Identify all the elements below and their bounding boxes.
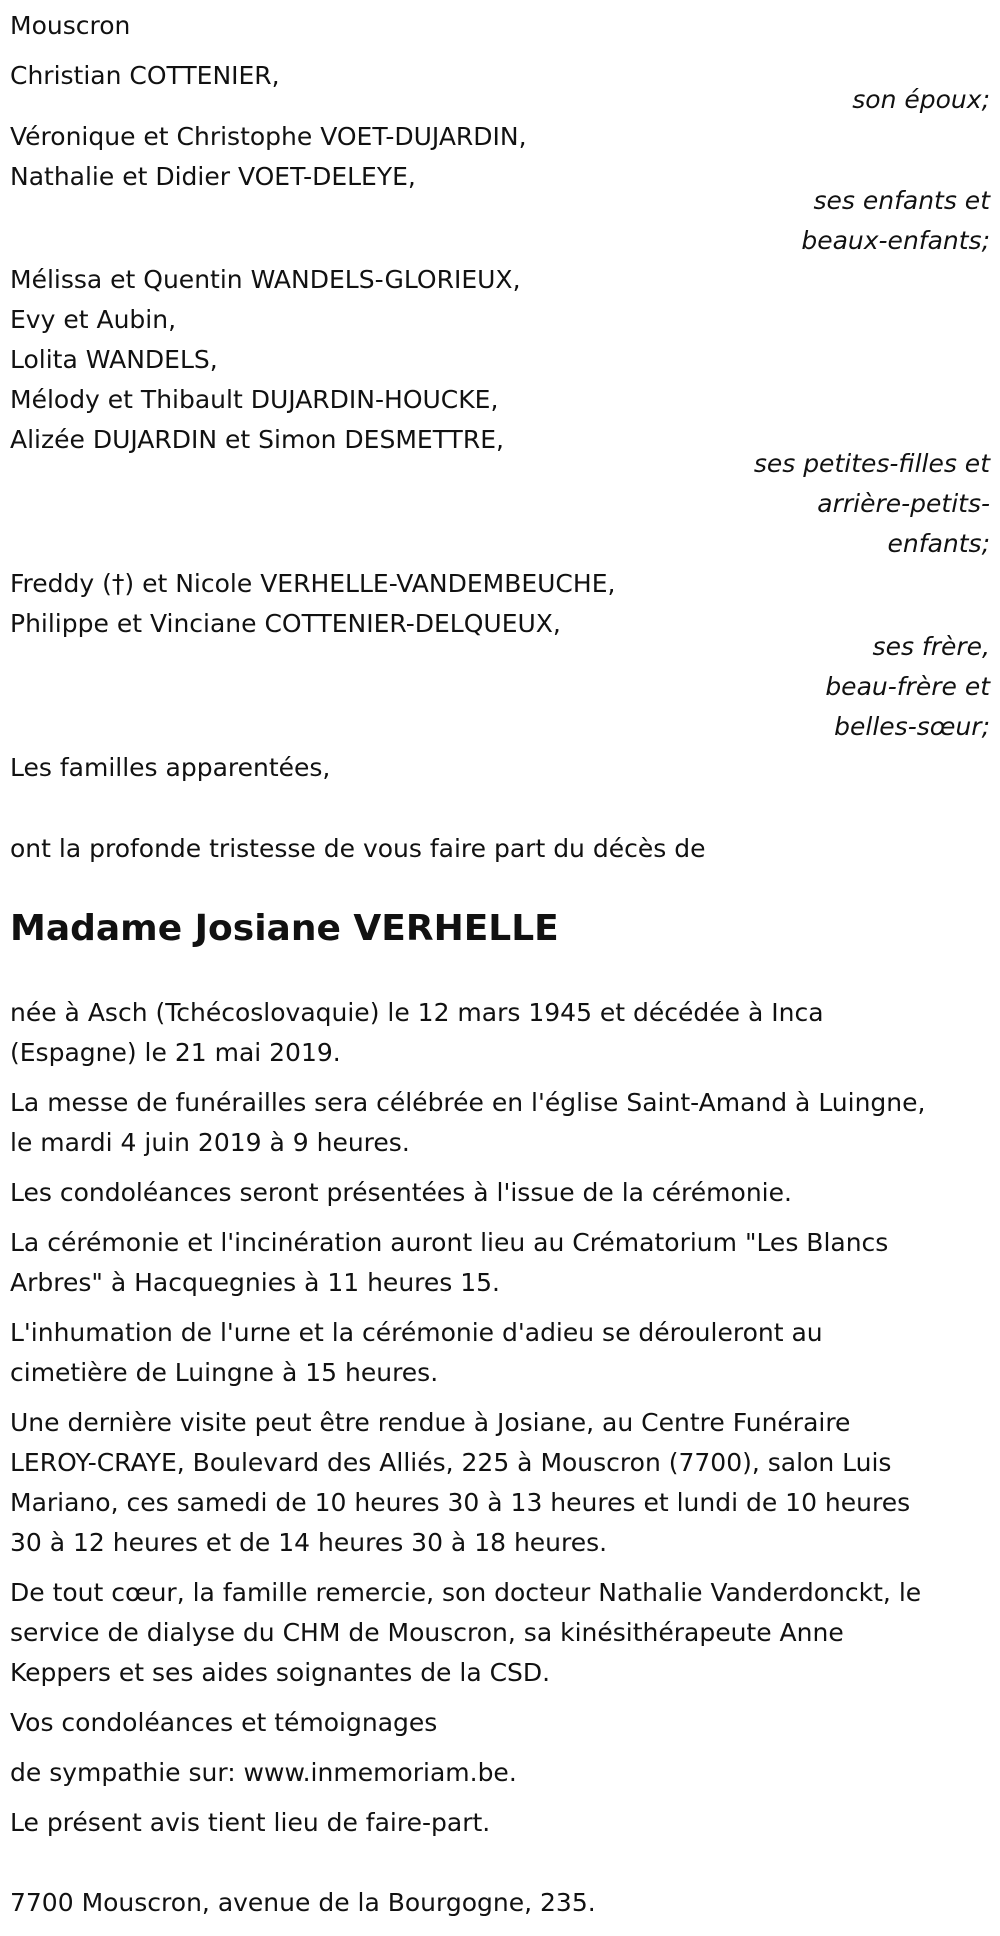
- paragraph-line: Une dernière visite peut être rendue à Josiane, au Centre Funéraire: [10, 1408, 851, 1437]
- relation-line: belles-sœur;: [834, 712, 990, 741]
- address-line: 7700 Mouscron, avenue de la Bourgogne, 235.: [10, 1888, 596, 1917]
- relation-line: beaux-enfants;: [801, 226, 990, 255]
- paragraph-line: cimetière de Luingne à 15 heures.: [10, 1358, 439, 1387]
- relation-line: ses petites-filles et: [753, 449, 990, 478]
- paragraph-burial: [10, 1313, 990, 1393]
- paragraph-thanks: [10, 1573, 990, 1693]
- paragraph-line: De tout cœur, la famille remercie, son docteur Nathalie Vanderdonckt, le: [10, 1578, 922, 1607]
- paragraph-line: (Espagne) le 21 mai 2019.: [10, 1038, 341, 1067]
- paragraph-line: Arbres" à Hacquegnies à 11 heures 15.: [10, 1268, 501, 1297]
- paragraph-line: Keppers et ses aides soignantes de la CSD.: [10, 1658, 551, 1687]
- relation-line: beau-frère et: [825, 672, 990, 701]
- family-name-line: Freddy (†) et Nicole VERHELLE-VANDEMBEUCHE,: [10, 569, 616, 598]
- relation-line: enfants;: [887, 529, 990, 558]
- relation-label: [754, 444, 990, 564]
- paragraph-line: L'inhumation de l'urne et la cérémonie d'adieu se dérouleront au: [10, 1318, 823, 1347]
- paragraph-birth-death: [10, 993, 990, 1073]
- paragraph-line: née à Asch (Tchécoslovaquie) le 12 mars 1945 et décédée à Inca: [10, 998, 824, 1027]
- paragraph-line: Mariano, ces samedi de 10 heures 30 à 13 heures et lundi de 10 heures: [10, 1488, 911, 1517]
- announcement-line: ont la profonde tristesse de vous faire part du décès de: [10, 834, 706, 863]
- deceased-name: Madame Josiane VERHELLE: [10, 908, 559, 949]
- place-heading: Mouscron: [10, 11, 131, 40]
- family-name-line: Christian COTTENIER,: [10, 61, 280, 90]
- paragraph-cremation: [10, 1223, 990, 1303]
- relation-line: son époux;: [852, 85, 990, 114]
- family-name-line: Véronique et Christophe VOET-DUJARDIN,: [10, 122, 527, 151]
- family-name-line: Alizée DUJARDIN et Simon DESMETTRE,: [10, 425, 504, 454]
- paragraph-line: Le présent avis tient lieu de faire-part.: [10, 1808, 491, 1837]
- paragraph-line: le mardi 4 juin 2019 à 9 heures.: [10, 1128, 410, 1157]
- family-name-line: Philippe et Vinciane COTTENIER-DELQUEUX,: [10, 609, 561, 638]
- paragraph-line: Les condoléances seront présentées à l'issue de la cérémonie.: [10, 1178, 792, 1207]
- paragraph-line: service de dialyse du CHM de Mouscron, sa kinésithérapeute Anne: [10, 1618, 844, 1647]
- families-line: Les familles apparentées,: [10, 753, 331, 782]
- family-group-grandchildren: [10, 260, 1000, 460]
- relation-label: [801, 181, 990, 261]
- relation-line: arrière-petits-: [817, 489, 990, 518]
- family-name-line: Mélissa et Quentin WANDELS-GLORIEUX,: [10, 265, 521, 294]
- family-name-line: Lolita WANDELS,: [10, 345, 218, 374]
- paragraph-last-visit: [10, 1403, 990, 1563]
- paragraph-condolences-online: [10, 1703, 990, 1743]
- paragraph-notice: [10, 1803, 990, 1843]
- relation-label: [852, 80, 990, 120]
- family-name-line: Mélody et Thibault DUJARDIN-HOUCKE,: [10, 385, 499, 414]
- paragraph-line: de sympathie sur: www.inmemoriam.be.: [10, 1758, 517, 1787]
- paragraph-funeral-mass: [10, 1083, 990, 1163]
- paragraph-line: 30 à 12 heures et de 14 heures 30 à 18 heures.: [10, 1528, 608, 1557]
- paragraph-line: Vos condoléances et témoignages: [10, 1708, 438, 1737]
- relation-line: ses enfants et: [813, 186, 990, 215]
- relation-label: [825, 627, 990, 747]
- paragraph-line: La cérémonie et l'incinération auront lieu au Crématorium "Les Blancs: [10, 1228, 889, 1257]
- family-name-line: Nathalie et Didier VOET-DELEYE,: [10, 162, 416, 191]
- paragraph-condolences: [10, 1173, 990, 1213]
- paragraph-website: [10, 1753, 990, 1793]
- relation-line: ses frère,: [872, 632, 990, 661]
- paragraph-line: La messe de funérailles sera célébrée en l'église Saint-Amand à Luingne,: [10, 1088, 926, 1117]
- paragraph-line: LEROY-CRAYE, Boulevard des Alliés, 225 à Mouscron (7700), salon Luis: [10, 1448, 892, 1477]
- family-name-line: Evy et Aubin,: [10, 305, 177, 334]
